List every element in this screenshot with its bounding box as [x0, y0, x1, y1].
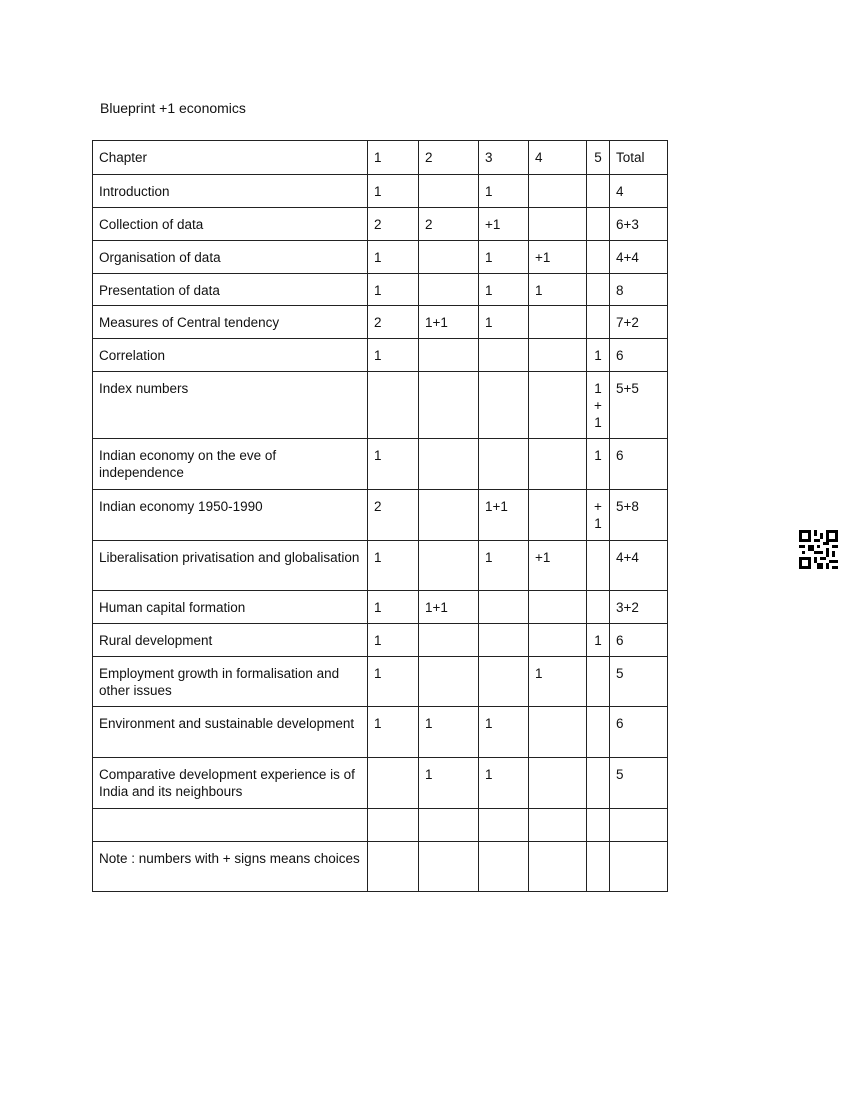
- col-4-cell: [529, 208, 587, 241]
- total-cell: 6: [610, 339, 668, 372]
- chapter-cell: Indian economy 1950-1990: [93, 490, 368, 541]
- col-2-cell: [419, 490, 479, 541]
- header-col-4: 4: [529, 141, 587, 175]
- col-5-cell: [587, 175, 610, 208]
- col-2-cell: [419, 372, 479, 439]
- chapter-cell: Human capital formation: [93, 591, 368, 624]
- blueprint-table: [92, 140, 668, 892]
- total-cell: 8: [610, 274, 668, 306]
- col-1-cell: 1: [368, 624, 419, 657]
- table-row: [93, 707, 668, 758]
- col-3-cell: 1+1: [479, 490, 529, 541]
- chapter-cell: [93, 809, 368, 842]
- col-4-cell: [529, 624, 587, 657]
- table-row: [93, 241, 668, 274]
- col-3-cell: [479, 657, 529, 707]
- col-1-cell: 2: [368, 306, 419, 339]
- col-1-cell: [368, 809, 419, 842]
- col-4-cell: [529, 306, 587, 339]
- col-5-cell: [587, 274, 610, 306]
- col-2-cell: 1+1: [419, 591, 479, 624]
- col-3-cell: 1: [479, 241, 529, 274]
- page-title: Blueprint +1 economics: [100, 100, 246, 116]
- total-cell: 3+2: [610, 591, 668, 624]
- chapter-cell: Correlation: [93, 339, 368, 372]
- col-5-cell: 1 + 1: [587, 372, 610, 439]
- col-1-cell: 2: [368, 208, 419, 241]
- col-5-cell: [587, 541, 610, 591]
- col-5-cell: [587, 809, 610, 842]
- col-2-cell: [419, 624, 479, 657]
- col-4-cell: [529, 175, 587, 208]
- table-row: [93, 591, 668, 624]
- chapter-cell: Organisation of data: [93, 241, 368, 274]
- chapter-cell: Measures of Central tendency: [93, 306, 368, 339]
- col-5-cell: [587, 241, 610, 274]
- total-cell: 6: [610, 707, 668, 758]
- total-cell: 7+2: [610, 306, 668, 339]
- col-1-cell: 1: [368, 175, 419, 208]
- header-col-1: 1: [368, 141, 419, 175]
- col-5-cell: [587, 842, 610, 892]
- col-5-cell: 1: [587, 339, 610, 372]
- col-3-cell: [479, 372, 529, 439]
- chapter-cell: Environment and sustainable development: [93, 707, 368, 758]
- col-3-cell: [479, 809, 529, 842]
- table-row: [93, 541, 668, 591]
- col-3-cell: +1: [479, 208, 529, 241]
- chapter-cell: Collection of data: [93, 208, 368, 241]
- col-5-cell: [587, 707, 610, 758]
- col-3-cell: 1: [479, 175, 529, 208]
- col-3-cell: [479, 624, 529, 657]
- col-4-cell: [529, 490, 587, 541]
- total-cell: 4+4: [610, 241, 668, 274]
- col-2-cell: [419, 541, 479, 591]
- header-total: Total: [610, 141, 668, 175]
- col-4-cell: 1: [529, 274, 587, 306]
- table-header-row: [93, 141, 668, 175]
- total-cell: [610, 842, 668, 892]
- chapter-cell: Introduction: [93, 175, 368, 208]
- col-4-cell: [529, 758, 587, 809]
- col-2-cell: [419, 809, 479, 842]
- col-2-cell: 1: [419, 707, 479, 758]
- table-row: [93, 339, 668, 372]
- col-2-cell: 1: [419, 758, 479, 809]
- header-chapter: Chapter: [93, 141, 368, 175]
- col-1-cell: 1: [368, 657, 419, 707]
- col-1-cell: 1: [368, 274, 419, 306]
- col-1-cell: 1: [368, 707, 419, 758]
- col-5-cell: [587, 208, 610, 241]
- chapter-cell: Liberalisation privatisation and globalisation: [93, 541, 368, 591]
- col-3-cell: 1: [479, 541, 529, 591]
- chapter-cell: Employment growth in formalisation and other issues: [93, 657, 368, 707]
- total-cell: 5+5: [610, 372, 668, 439]
- total-cell: 6: [610, 439, 668, 490]
- col-4-cell: 1: [529, 657, 587, 707]
- table-row: [93, 439, 668, 490]
- table-row: [93, 274, 668, 306]
- col-5-cell: [587, 306, 610, 339]
- col-4-cell: +1: [529, 241, 587, 274]
- table-row: [93, 208, 668, 241]
- col-1-cell: [368, 758, 419, 809]
- chapter-cell: Index numbers: [93, 372, 368, 439]
- col-2-cell: [419, 842, 479, 892]
- col-5-cell: [587, 758, 610, 809]
- col-2-cell: 1+1: [419, 306, 479, 339]
- total-cell: 4: [610, 175, 668, 208]
- table-row: [93, 758, 668, 809]
- col-4-cell: [529, 339, 587, 372]
- table-row: [93, 657, 668, 707]
- total-cell: 5+8: [610, 490, 668, 541]
- col-1-cell: [368, 372, 419, 439]
- total-cell: 5: [610, 758, 668, 809]
- col-5-cell: 1: [587, 439, 610, 490]
- col-2-cell: [419, 175, 479, 208]
- col-2-cell: [419, 439, 479, 490]
- col-5-cell: [587, 591, 610, 624]
- col-3-cell: 1: [479, 758, 529, 809]
- col-2-cell: [419, 339, 479, 372]
- col-1-cell: 2: [368, 490, 419, 541]
- total-cell: 6: [610, 624, 668, 657]
- col-3-cell: [479, 591, 529, 624]
- table-row: [93, 842, 668, 892]
- chapter-cell: Rural development: [93, 624, 368, 657]
- col-2-cell: [419, 657, 479, 707]
- col-5-cell: 1: [587, 624, 610, 657]
- header-col-5: 5: [587, 141, 610, 175]
- col-4-cell: [529, 591, 587, 624]
- chapter-cell: Comparative development experience is of India and its neighbours: [93, 758, 368, 809]
- qr-code-icon: [799, 530, 838, 569]
- col-4-cell: +1: [529, 541, 587, 591]
- total-cell: [610, 809, 668, 842]
- col-3-cell: 1: [479, 306, 529, 339]
- header-col-2: 2: [419, 141, 479, 175]
- table-row: [93, 372, 668, 439]
- col-2-cell: [419, 274, 479, 306]
- chapter-cell: Presentation of data: [93, 274, 368, 306]
- table-row: [93, 809, 668, 842]
- col-4-cell: [529, 372, 587, 439]
- col-3-cell: 1: [479, 274, 529, 306]
- col-3-cell: [479, 439, 529, 490]
- col-1-cell: 1: [368, 241, 419, 274]
- col-4-cell: [529, 439, 587, 490]
- table-row: [93, 175, 668, 208]
- chapter-cell: Indian economy on the eve of independence: [93, 439, 368, 490]
- total-cell: 6+3: [610, 208, 668, 241]
- col-1-cell: [368, 842, 419, 892]
- total-cell: 5: [610, 657, 668, 707]
- col-4-cell: [529, 707, 587, 758]
- total-cell: 4+4: [610, 541, 668, 591]
- table-row: [93, 624, 668, 657]
- col-3-cell: 1: [479, 707, 529, 758]
- col-4-cell: [529, 842, 587, 892]
- col-1-cell: 1: [368, 439, 419, 490]
- header-col-3: 3: [479, 141, 529, 175]
- col-2-cell: [419, 241, 479, 274]
- col-2-cell: 2: [419, 208, 479, 241]
- col-3-cell: [479, 842, 529, 892]
- table-row: [93, 490, 668, 541]
- col-3-cell: [479, 339, 529, 372]
- chapter-cell: Note : numbers with + signs means choices: [93, 842, 368, 892]
- col-1-cell: 1: [368, 339, 419, 372]
- col-5-cell: + 1: [587, 490, 610, 541]
- col-1-cell: 1: [368, 541, 419, 591]
- table-row: [93, 306, 668, 339]
- col-5-cell: [587, 657, 610, 707]
- col-4-cell: [529, 809, 587, 842]
- col-1-cell: 1: [368, 591, 419, 624]
